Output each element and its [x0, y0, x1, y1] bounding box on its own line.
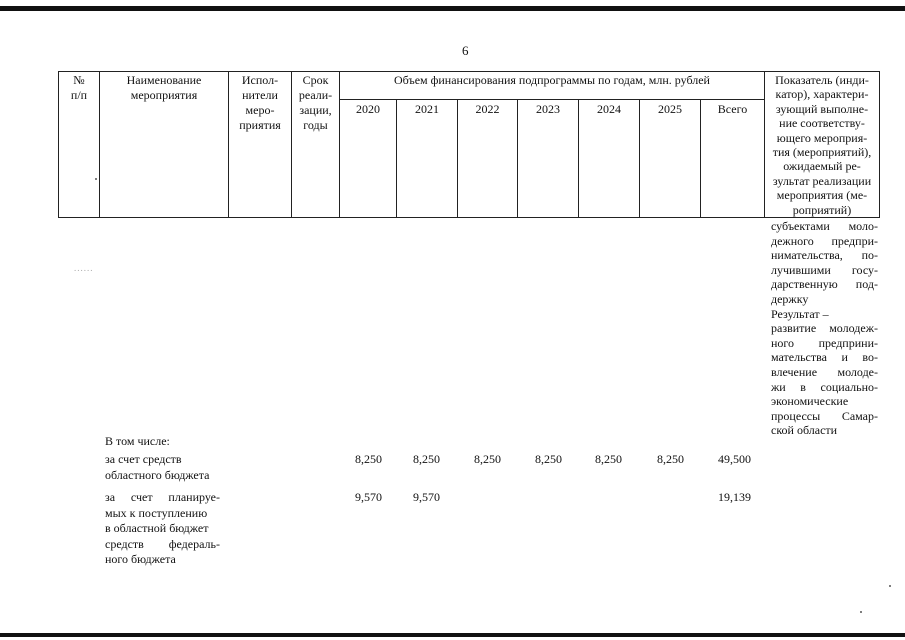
vline	[879, 71, 880, 218]
header-year: 2020	[356, 102, 380, 116]
value-cell: 9,570	[413, 490, 440, 504]
header-bottom-rule	[58, 217, 880, 218]
value-cell: 8,250	[535, 452, 562, 466]
page-number: 6	[462, 43, 469, 58]
bottom-border-bar	[0, 633, 905, 637]
header-no: № п/п	[70, 73, 88, 102]
row-label-federal: за счет планируе- мых к поступлению в областной бюджет средств федераль- ного бюджета	[105, 490, 220, 566]
speck	[860, 611, 862, 613]
header-term: Срок реали- зации, годы	[298, 73, 333, 132]
value-cell-total: 19,139	[718, 490, 751, 504]
row-label-regional: за счет средств областного бюджета	[105, 452, 210, 482]
value-cell: 8,250	[355, 452, 382, 466]
header-indicator: Показатель (инди- катор), характери- зующий выполне- ние соответству- ющего мероприя- тия (мероприятий), ожидаемый ре- зультат реализации мероприятия (ме- роприятий)	[772, 73, 872, 217]
header-year: 2024	[597, 102, 621, 116]
speck	[95, 178, 97, 180]
header-top-rule	[58, 71, 880, 72]
value-cell: 8,250	[657, 452, 684, 466]
speck	[889, 585, 891, 587]
value-cell: 8,250	[595, 452, 622, 466]
vline	[339, 71, 340, 218]
header-year: 2022	[475, 102, 500, 116]
faint-dots: ......	[74, 263, 94, 273]
row-label-including: В том числе:	[105, 434, 170, 448]
header-executors: Испол- нители меро- приятия	[239, 73, 281, 132]
value-cell: 8,250	[413, 452, 440, 466]
value-cell-total: 49,500	[718, 452, 751, 466]
value-cell: 8,250	[474, 452, 501, 466]
header-funding-title: Объем финансирования подпрограммы по годам, млн. рублей	[394, 73, 710, 87]
header-year: 2023	[536, 102, 560, 116]
indicator-text: субъектами моло- дежного предпри- нимательства, по- лучившими госу- дарственную под- держку Результат – развитие молодеж- ного предприни- мательства и во- влечение молоде- жи в социально- экономические процессы Самар- ской области	[771, 219, 878, 438]
header-year: 2021	[415, 102, 439, 116]
table-header	[58, 71, 880, 218]
value-cell: 9,570	[355, 490, 382, 504]
top-border-bar	[0, 6, 905, 11]
header-year: 2025	[658, 102, 682, 116]
header-total: Всего	[717, 102, 748, 116]
header-name: Наименование мероприятия	[126, 73, 202, 102]
